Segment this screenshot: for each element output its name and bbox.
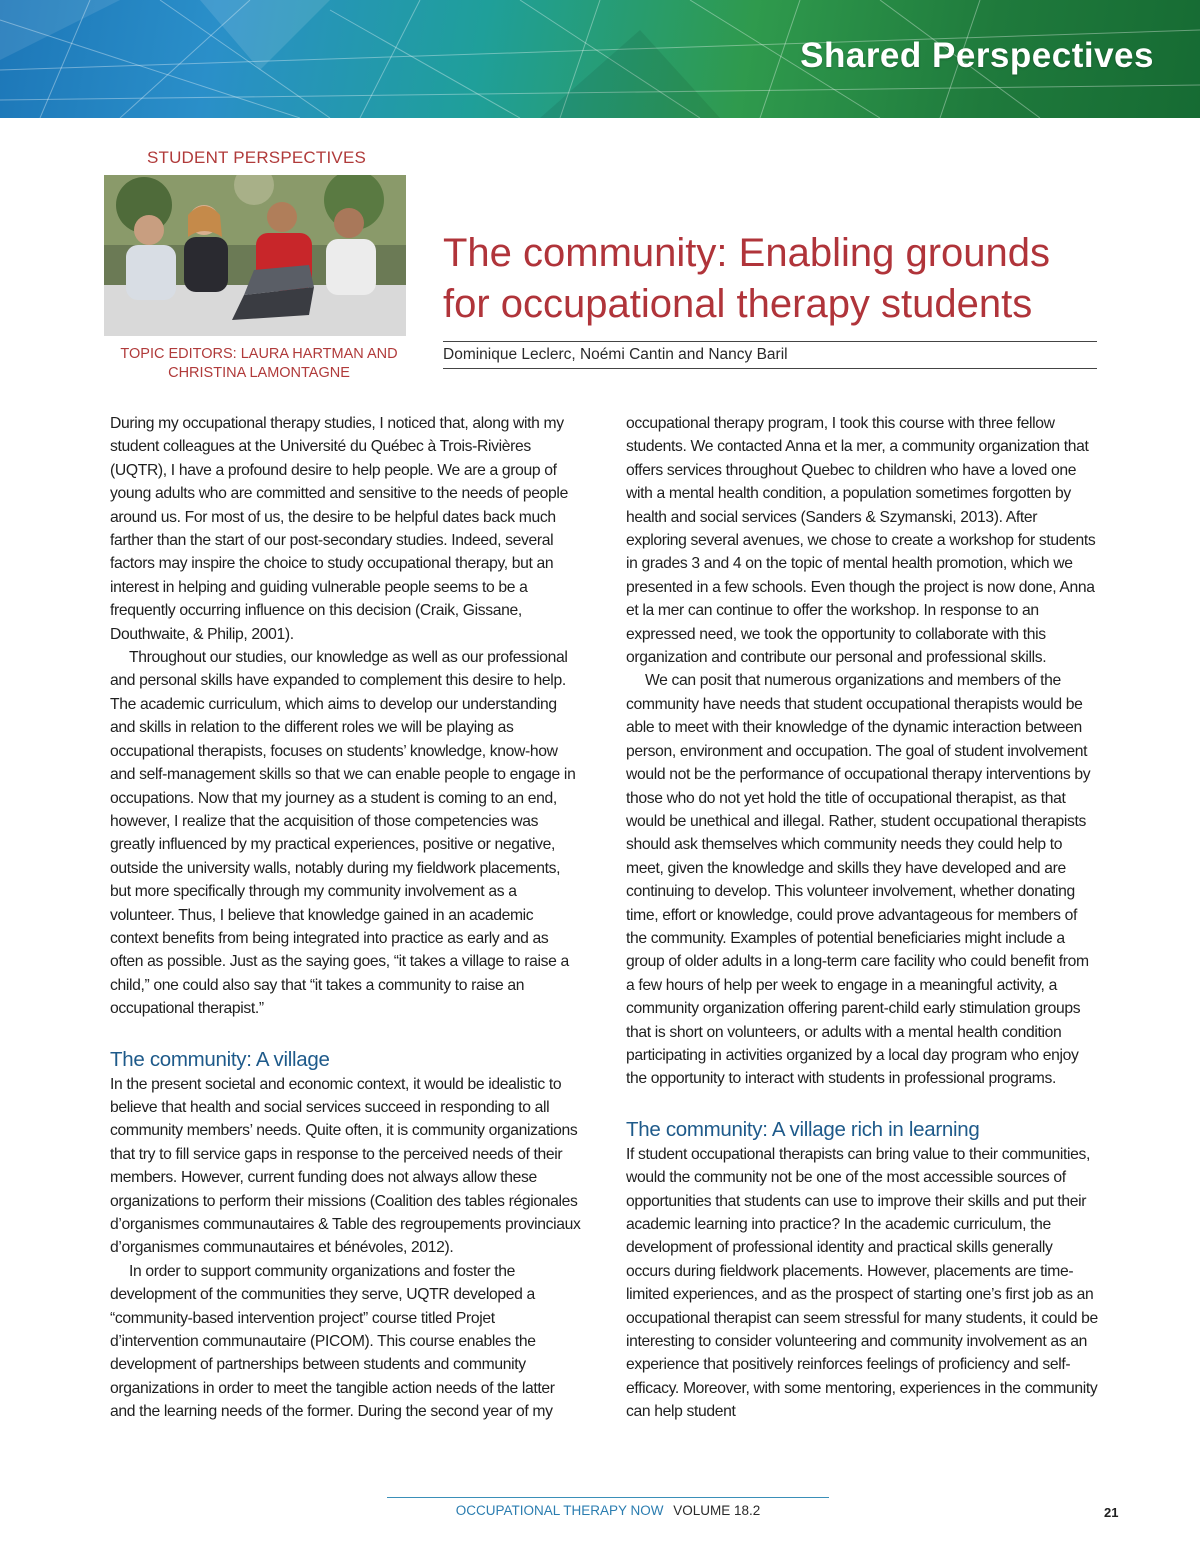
left-paragraph-1: During my occupational therapy studies, I noticed that, along with my student colleagues at the Université du Québec à Trois-Rivières (UQTR), I have a profound desire to help people. We are a group of young adults who are committed and sensitive to the needs of people around us. For most of us, the desire to be helpful dates back much farther than the start of our post-secondary studies. Indeed, several factors may inspire the choice to study occupational therapy, but an interest in helping and guiding vulnerable people seems to be a frequently occurring influence on this decision (Craik, Gissane, Douthwaite, & Philip, 2001). xyxy=(110,415,568,643)
section-label: STUDENT PERSPECTIVES xyxy=(146,148,367,167)
left-paragraph-2: Throughout our studies, our knowledge as well as our professional and personal skills have expanded to complement this desire to help. The academic curriculum, which aims to develop our understanding and skills in relation to the different roles we will be playing as occupational therapists, focuses on students’ knowledge, know-how and self-management skills so that we can enable people to engage in occupations. Now that my journey as a student is coming to an end, however, I realize that the acquisition of those competencies was greatly influenced by my practical experiences, positive or negative, outside the university walls, notably during my fieldwork placements, but more specifically through my community involvement as a volunteer. Thus, I believe that knowledge gained in an academic context benefits from being integrated into practice as early and as often as possible. Just as the saying goes, “it takes a village to raise a child,” one could also say that “it takes a community to raise an occupational therapist.” xyxy=(110,649,576,1018)
section-heading-village-rich-in-learning: The community: A village rich in learning xyxy=(626,1117,980,1141)
footer-volume: VOLUME 18.2 xyxy=(673,1503,761,1518)
banner-title: Shared Perspectives xyxy=(800,36,1154,75)
students-photo xyxy=(104,175,406,336)
byline-divider-top xyxy=(443,341,1097,342)
footer-divider xyxy=(387,1497,829,1498)
article-title: The community: Enabling grounds for occupational therapy students xyxy=(443,231,1050,326)
page-number: 21 xyxy=(1104,1505,1119,1520)
article-authors: Dominique Leclerc, Noémi Cantin and Nancy Baril xyxy=(443,346,788,363)
right-paragraph-3: If student occupational therapists can bring value to their communities, would the community not be one of the most accessible sources of opportunities that students can use to improve their skills and put their academic learning into practice? In the academic curriculum, the development of professional identity and practical skills generally occurs during fieldwork placements. However, placements are time-limited experiences, and as the prospect of starting one’s first job as an occupational therapist can seem stressful for many students, it could be interesting to consider volunteering and community involvement as an experience that positively reinforces feelings of proficiency and self-efficacy. Moreover, with some mentoring, experiences in the community can help student xyxy=(626,1145,1098,1421)
footer xyxy=(387,1503,829,1518)
byline-divider-bottom xyxy=(443,368,1097,369)
left-paragraph-3: In the present societal and economic context, it would be idealistic to believe that health and social services succeed in responding to all community members’ needs. Quite often, it is community organizations that try to fill service gaps in response to the perceived needs of their members. However, current funding does not always allow these organizations to perform their missions (Coalition des tables régionales d’organismes communautaires & Table des regroupements provinciaux d’organismes communautaires et bénévoles, 2012). xyxy=(110,1075,581,1257)
topic-editors: TOPIC EDITORS: LAURA HARTMAN AND CHRISTINA LAMONTAGNE xyxy=(120,346,398,381)
header-banner xyxy=(0,0,1200,118)
left-column xyxy=(110,412,582,1424)
left-paragraph-4: In order to support community organizations and foster the development of the communities they serve, UQTR developed a “community-based intervention project” course titled Projet d’intervention communautaire (PICOM). This course enables the development of partnerships between students and community organizations in order to meet the tangible action needs of the latter and the learning needs of the former. During the second year of my xyxy=(110,1262,555,1421)
right-paragraph-1: occupational therapy program, I took this course with three fellow students. We contacted Anna et la mer, a community organization that offers services throughout Quebec to children who have a loved one with a mental health condition, a population sometimes forgotten by health and social services (Sanders & Szymanski, 2013). After exploring several avenues, we chose to create a workshop for students in grades 3 and 4 on the topic of mental health promotion, which we presented in a few schools. Even though the project is now done, Anna et la mer can continue to offer the workshop. In response to an expressed need, we took the opportunity to collaborate with this organization and contribute our personal and professional skills. xyxy=(626,415,1096,667)
footer-journal-name: OCCUPATIONAL THERAPY NOW xyxy=(455,1503,664,1518)
students-at-table-photo-icon xyxy=(104,175,406,336)
right-column xyxy=(626,412,1100,1424)
right-paragraph-2: We can posit that numerous organizations and members of the community have needs that student occupational therapists would be able to meet with their knowledge of the dynamic interaction between person, environment and occupation. The goal of student involvement would not be the performance of occupational therapy interventions by those who do not yet hold the title of occupational therapist, as that would be unethical and illegal. Rather, student occupational therapists should ask themselves which community needs they could help to meet, given the knowledge and skills they have developed and are continuing to develop. This volunteer involvement, whether donating time, effort or knowledge, could prove advantageous for members of the community. Examples of potential beneficiaries might include a group of older adults in a long-term care facility who could benefit from a few hours of help per week to engage in a meaningful activity, a community organization offering parent-child early stimulation groups that is short on volunteers, or adults with a mental health condition participating in activities organized by a local day program who enjoy the opportunity to interact with students in professional programs. xyxy=(626,672,1091,1088)
section-heading-village: The community: A village xyxy=(110,1047,330,1071)
